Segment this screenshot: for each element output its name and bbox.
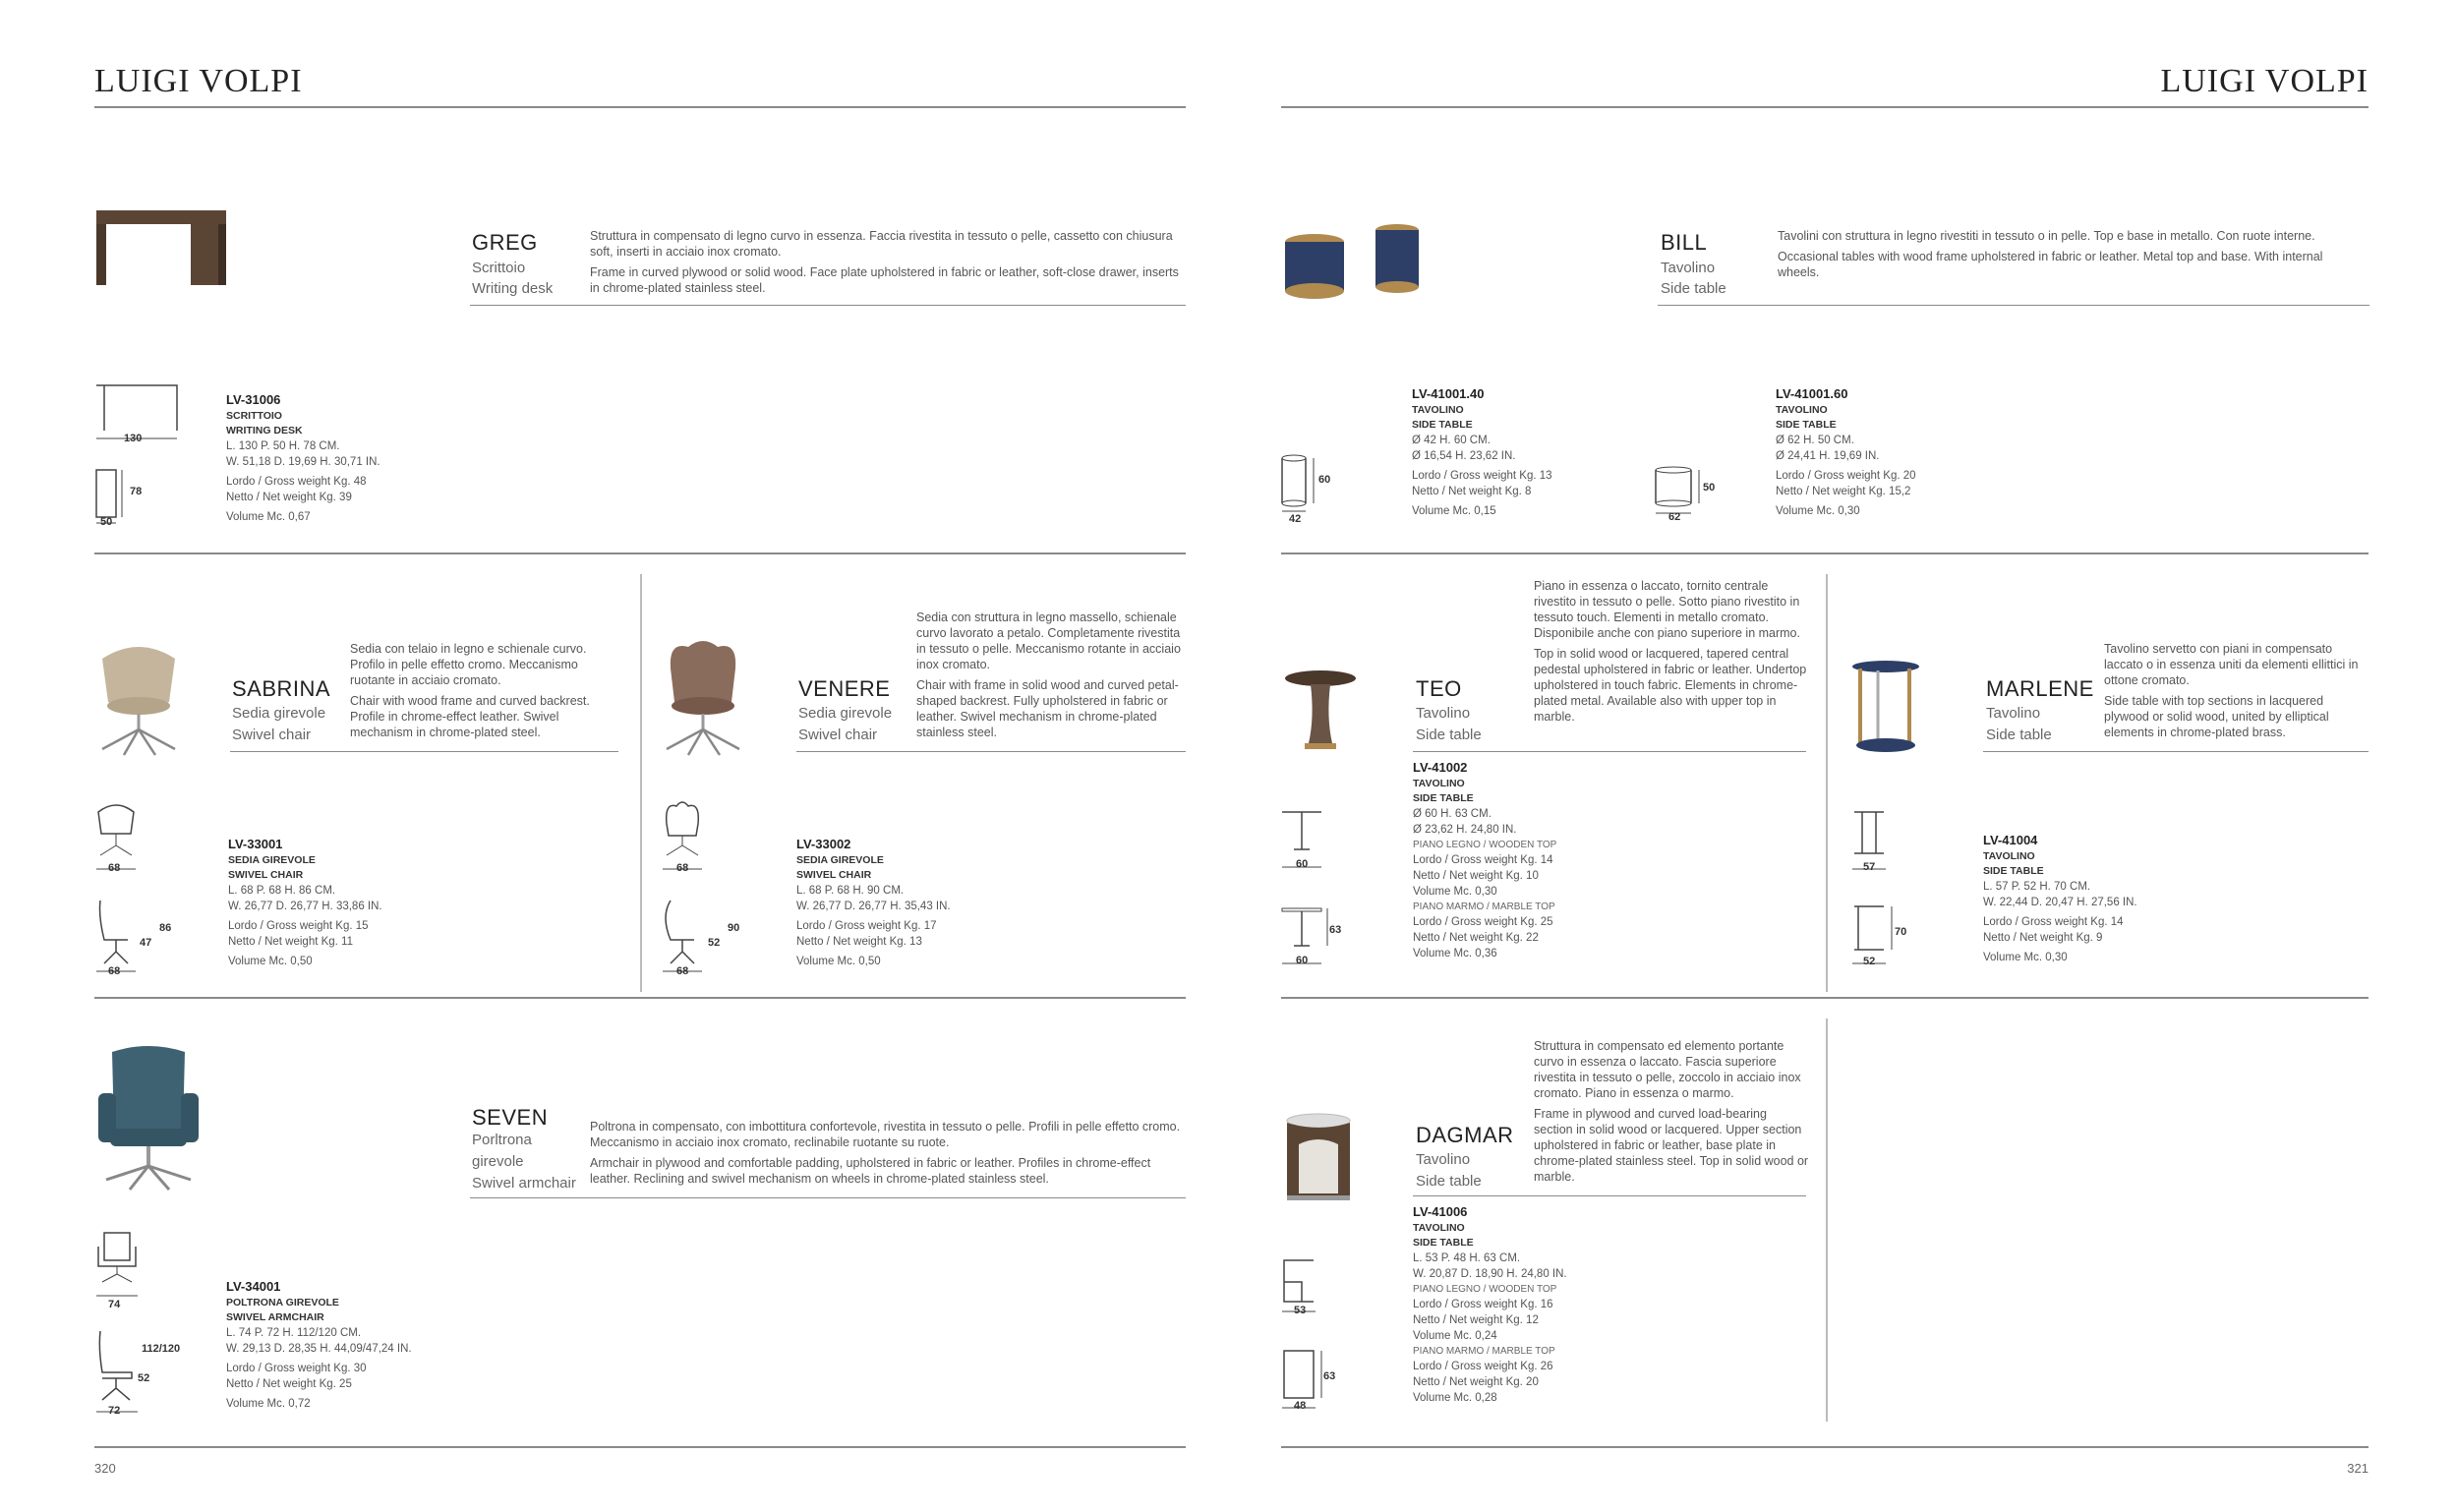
venere-desc-it: Sedia con struttura in legno massello, schienale curvo lavorato a petalo. Completamente rivestita in tessuto o pelle. Meccanismo rotante in acciaio inox cromato. — [916, 611, 1181, 671]
teo-dims-cm: Ø 60 H. 63 CM. — [1413, 808, 1492, 820]
teo-cat-en: SIDE TABLE — [1413, 792, 1474, 804]
brand-logo-right: LUIGI VOLPI — [2160, 63, 2369, 99]
bill-b-cat-it: TAVOLINO — [1776, 404, 1828, 416]
teo-cat-it: TAVOLINO — [1413, 778, 1465, 789]
venere-drawing — [661, 798, 720, 975]
dagmar-dims-cm: L. 53 P. 48 H. 63 CM. — [1413, 1252, 1521, 1264]
seven-dim-4: 72 — [108, 1405, 121, 1417]
dagmar-marble-volume: Volume Mc. 0,28 — [1413, 1392, 1497, 1404]
marlene-spec — [1983, 832, 2298, 965]
venere-dims-in: W. 26,77 D. 26,77 H. 35,43 IN. — [796, 901, 951, 912]
greg-dims-in: W. 51,18 D. 19,69 H. 30,71 IN. — [226, 456, 380, 468]
teo-dim-3: 60 — [1296, 955, 1309, 966]
venere-cat-it: SEDIA GIREVOLE — [796, 854, 884, 866]
dagmar-dims-in: W. 20,87 D. 18,90 H. 24,80 IN. — [1413, 1268, 1567, 1280]
teo-dim-1: 60 — [1296, 858, 1309, 870]
venere-net: Netto / Net weight Kg. 13 — [796, 936, 922, 948]
marlene-cat-en: SIDE TABLE — [1983, 865, 2044, 877]
bill-a-dims-cm: Ø 42 H. 60 CM. — [1412, 435, 1491, 446]
bill-b-net: Netto / Net weight Kg. 15,2 — [1776, 486, 1911, 497]
greg-desc-it: Struttura in compensato di legno curvo in essenza. Faccia rivestita in tessuto o pelle, cassetto con chiusura soft, inserti in acciaio inox cromato. — [590, 229, 1173, 259]
seven-rule — [470, 1197, 1186, 1198]
venere-dim-4: 68 — [676, 965, 689, 977]
bill-b-code: LV-41001.60 — [1776, 386, 1848, 401]
marlene-dim-2: 70 — [1895, 926, 1907, 938]
bill-b-volume: Volume Mc. 0,30 — [1776, 505, 1860, 517]
marlene-description — [2104, 641, 2369, 745]
venere-rule — [796, 751, 1186, 752]
marlene-cat-it: TAVOLINO — [1983, 850, 2035, 862]
dagmar-dim-1: 53 — [1294, 1305, 1307, 1316]
bill-type-it: Tavolino — [1661, 260, 1716, 276]
venere-type-en: Swivel chair — [798, 727, 878, 743]
bill-a-cat-it: TAVOLINO — [1412, 404, 1464, 416]
teo-wood-net: Netto / Net weight Kg. 10 — [1413, 870, 1539, 882]
sabrina-gross: Lordo / Gross weight Kg. 15 — [228, 920, 369, 932]
bill-b-cat-en: SIDE TABLE — [1776, 419, 1837, 431]
section-rule-1-right — [1281, 552, 2369, 554]
teo-marble-label: PIANO MARMO / MARBLE TOP — [1413, 901, 1555, 912]
greg-code: LV-31006 — [226, 392, 281, 407]
greg-type-it: Scrittoio — [472, 260, 526, 276]
sabrina-dim-1: 68 — [108, 862, 121, 874]
greg-rule — [470, 305, 1186, 306]
bill-a-dim-diameter: 42 — [1289, 513, 1302, 525]
bill-a-code: LV-41001.40 — [1412, 386, 1485, 401]
seven-dims-in: W. 29,13 D. 28,35 H. 44,09/47,24 IN. — [226, 1343, 412, 1355]
seven-volume: Volume Mc. 0,72 — [226, 1398, 311, 1410]
sabrina-desc-en: Chair with wood frame and curved backrest. Profile in chrome-effect leather. Swivel mechanism in chrome-plated steel. — [350, 694, 590, 739]
greg-volume: Volume Mc. 0,67 — [226, 511, 311, 523]
dagmar-marble-gross: Lordo / Gross weight Kg. 26 — [1413, 1361, 1553, 1372]
sabrina-rule — [230, 751, 618, 752]
sabrina-dims-in: W. 26,77 D. 26,77 H. 33,86 IN. — [228, 901, 382, 912]
teo-dim-2: 63 — [1329, 924, 1342, 936]
dagmar-type-en: Side table — [1416, 1173, 1482, 1190]
bill-a-dim-height: 60 — [1318, 474, 1331, 486]
greg-description — [590, 228, 1185, 301]
teo-type-it: Tavolino — [1416, 705, 1471, 722]
venere-dim-2: 90 — [728, 922, 740, 934]
marlene-desc-en: Side table with top sections in lacquered plywood or solid wood, united by elliptical elements in chrome-plated brass. — [2104, 694, 2329, 739]
seven-description — [590, 1119, 1190, 1192]
greg-type-en: Writing desk — [472, 280, 554, 297]
seven-drawing — [94, 1231, 173, 1418]
teo-name: TEO — [1416, 676, 1462, 701]
seven-dims-cm: L. 74 P. 72 H. 112/120 CM. — [226, 1327, 362, 1339]
venere-description — [916, 610, 1188, 745]
column-divider-right-bottom — [1826, 1018, 1828, 1422]
sabrina-dims-cm: L. 68 P. 68 H. 86 CM. — [228, 885, 336, 897]
seven-dim-2: 112/120 — [142, 1343, 181, 1355]
teo-wood-label: PIANO LEGNO / WOODEN TOP — [1413, 840, 1557, 850]
bill-name: BILL — [1661, 230, 1708, 255]
marlene-code: LV-41004 — [1983, 833, 2038, 847]
teo-desc-it: Piano in essenza o laccato, tornito centrale rivestito in tessuto o pelle. Sotto piano rivestito in tessuto touch. Elementi in metallo cromato. Disponibile anche con piano superiore in marmo. — [1534, 579, 1800, 640]
bill-a-gross: Lordo / Gross weight Kg. 13 — [1412, 470, 1552, 482]
section-rule-2-right — [1281, 997, 2369, 999]
venere-code: LV-33002 — [796, 837, 851, 851]
greg-dim-width: 130 — [124, 433, 143, 444]
dagmar-desc-it: Struttura in compensato ed elemento portante curvo in essenza o laccato. Fascia superiore rivestita in tessuto o pelle, zoccolo in acciaio inox cromato. Piano in essenza o marmo. — [1534, 1039, 1801, 1100]
bill-photo — [1283, 222, 1440, 301]
dagmar-type-it: Tavolino — [1416, 1151, 1471, 1168]
teo-rule — [1413, 751, 1806, 752]
dagmar-dim-2: 63 — [1323, 1370, 1336, 1382]
teo-spec — [1413, 759, 1708, 961]
bill-b-dim-diameter: 62 — [1668, 511, 1681, 523]
dagmar-name: DAGMAR — [1416, 1123, 1514, 1147]
bill-a-net: Netto / Net weight Kg. 8 — [1412, 486, 1532, 497]
marlene-volume: Volume Mc. 0,30 — [1983, 952, 2068, 963]
dagmar-dim-3: 48 — [1294, 1400, 1307, 1412]
section-rule-1-left — [94, 552, 1186, 554]
dagmar-marble-net: Netto / Net weight Kg. 20 — [1413, 1376, 1539, 1388]
venere-volume: Volume Mc. 0,50 — [796, 956, 881, 967]
greg-drawing — [94, 383, 183, 531]
sabrina-net: Netto / Net weight Kg. 11 — [228, 936, 353, 948]
dagmar-cat-it: TAVOLINO — [1413, 1222, 1465, 1234]
sabrina-dim-4: 68 — [108, 965, 121, 977]
column-divider-right — [1826, 574, 1828, 992]
marlene-dim-1: 57 — [1863, 861, 1876, 873]
teo-wood-gross: Lordo / Gross weight Kg. 14 — [1413, 854, 1553, 866]
teo-marble-net: Netto / Net weight Kg. 22 — [1413, 932, 1539, 944]
bill-b-spec — [1776, 385, 2071, 519]
marlene-type-it: Tavolino — [1986, 705, 2041, 722]
marlene-photo — [1848, 659, 1927, 757]
section-rule-2-left — [94, 997, 1186, 999]
dagmar-description — [1534, 1038, 1809, 1190]
teo-photo — [1281, 669, 1360, 757]
footer-rule-right — [1281, 1446, 2369, 1448]
brand-logo-left: LUIGI VOLPI — [94, 63, 303, 99]
marlene-dim-3: 52 — [1863, 956, 1876, 967]
venere-cat-en: SWIVEL CHAIR — [796, 869, 872, 881]
seven-cat-en: SWIVEL ARMCHAIR — [226, 1311, 324, 1323]
bill-type-en: Side table — [1661, 280, 1726, 297]
venere-photo — [659, 639, 747, 757]
sabrina-volume: Volume Mc. 0,50 — [228, 956, 313, 967]
seven-code: LV-34001 — [226, 1279, 281, 1294]
venere-spec — [796, 836, 1150, 969]
venere-dims-cm: L. 68 P. 68 H. 90 CM. — [796, 885, 905, 897]
dagmar-wood-net: Netto / Net weight Kg. 12 — [1413, 1314, 1539, 1326]
marlene-name: MARLENE — [1986, 676, 2094, 701]
venere-gross: Lordo / Gross weight Kg. 17 — [796, 920, 937, 932]
bill-a-cat-en: SIDE TABLE — [1412, 419, 1473, 431]
greg-net: Netto / Net weight Kg. 39 — [226, 492, 352, 503]
sabrina-cat-it: SEDIA GIREVOLE — [228, 854, 316, 866]
bill-b-gross: Lordo / Gross weight Kg. 20 — [1776, 470, 1916, 482]
sabrina-code: LV-33001 — [228, 837, 283, 851]
seven-dim-3: 52 — [138, 1372, 150, 1384]
footer-rule-left — [94, 1446, 1186, 1448]
venere-desc-en: Chair with frame in solid wood and curved petal-shaped backrest. Fully upholstered in fabric or leather. Swivel mechanism in chrome-plated stainless steel. — [916, 678, 1179, 739]
marlene-type-en: Side table — [1986, 727, 2052, 743]
teo-type-en: Side table — [1416, 727, 1482, 743]
bill-a-volume: Volume Mc. 0,15 — [1412, 505, 1496, 517]
bill-a-dims-in: Ø 16,54 H. 23,62 IN. — [1412, 450, 1516, 462]
bill-b-dims-in: Ø 24,41 H. 19,69 IN. — [1776, 450, 1880, 462]
seven-desc-it: Poltrona in compensato, con imbottitura confortevole, rivestita in tessuto o pelle. Profili in pelle effetto cromo. Meccanismo in acciaio inox cromato, reclinabile ruotante su ruote. — [590, 1120, 1181, 1149]
dagmar-wood-gross: Lordo / Gross weight Kg. 16 — [1413, 1299, 1553, 1310]
greg-dims-cm: L. 130 P. 50 H. 78 CM. — [226, 440, 340, 452]
dagmar-photo — [1281, 1111, 1360, 1209]
greg-cat-it: SCRITTOIO — [226, 410, 282, 422]
teo-code: LV-41002 — [1413, 760, 1468, 775]
marlene-net: Netto / Net weight Kg. 9 — [1983, 932, 2103, 944]
teo-drawing — [1280, 808, 1349, 975]
teo-marble-volume: Volume Mc. 0,36 — [1413, 948, 1497, 960]
sabrina-desc-it: Sedia con telaio in legno e schienale curvo. Profilo in pelle effetto cromo. Meccanismo ruotante in acciaio cromato. — [350, 642, 587, 687]
venere-dim-1: 68 — [676, 862, 689, 874]
seven-net: Netto / Net weight Kg. 25 — [226, 1378, 352, 1390]
seven-cat-it: POLTRONA GIREVOLE — [226, 1297, 339, 1308]
sabrina-description — [350, 641, 615, 745]
seven-gross: Lordo / Gross weight Kg. 30 — [226, 1363, 367, 1374]
sabrina-type-it: Sedia girevole — [232, 705, 326, 722]
teo-wood-volume: Volume Mc. 0,30 — [1413, 886, 1497, 898]
dagmar-wood-label: PIANO LEGNO / WOODEN TOP — [1413, 1284, 1557, 1295]
seven-name: SEVEN — [472, 1105, 549, 1130]
dagmar-desc-en: Frame in plywood and curved load-bearing section in solid wood or lacquered. Upper section upholstered in fabric or leather, base plate in chrome-plated stainless steel. Top in solid wood or marble. — [1534, 1107, 1809, 1184]
marlene-desc-it: Tavolino servetto con piani in compensato laccato o in essenza uniti da elementi ellittici in ottone cromato. — [2104, 642, 2359, 687]
marlene-gross: Lordo / Gross weight Kg. 14 — [1983, 916, 2124, 928]
venere-dim-3: 52 — [708, 937, 721, 949]
column-divider-left — [640, 574, 642, 992]
greg-desc-en: Frame in curved plywood or solid wood. Face plate upholstered in fabric or leather, soft-close drawer, inserts in chrome-plated stainless steel. — [590, 265, 1179, 295]
greg-spec — [226, 391, 619, 525]
teo-dims-in: Ø 23,62 H. 24,80 IN. — [1413, 824, 1517, 836]
page-number-right: 321 — [2347, 1461, 2369, 1476]
venere-name: VENERE — [798, 676, 891, 701]
sabrina-type-en: Swivel chair — [232, 727, 312, 743]
dagmar-rule — [1413, 1195, 1806, 1196]
marlene-dims-in: W. 22,44 D. 20,47 H. 27,56 IN. — [1983, 897, 2137, 908]
marlene-drawing — [1850, 808, 1919, 975]
bill-b-dims-cm: Ø 62 H. 50 CM. — [1776, 435, 1854, 446]
sabrina-name: SABRINA — [232, 676, 331, 701]
greg-gross: Lordo / Gross weight Kg. 48 — [226, 476, 367, 488]
teo-marble-gross: Lordo / Gross weight Kg. 25 — [1413, 916, 1553, 928]
dagmar-cat-en: SIDE TABLE — [1413, 1237, 1474, 1249]
sabrina-dim-3: 47 — [140, 937, 152, 949]
bill-b-drawing — [1654, 466, 1723, 525]
greg-dim-depth: 50 — [100, 516, 113, 528]
dagmar-wood-volume: Volume Mc. 0,24 — [1413, 1330, 1497, 1342]
sabrina-spec — [228, 836, 582, 969]
sabrina-drawing — [94, 798, 153, 975]
sabrina-cat-en: SWIVEL CHAIR — [228, 869, 304, 881]
dagmar-drawing — [1280, 1256, 1349, 1424]
page-number-left: 320 — [94, 1461, 116, 1476]
bill-desc-en: Occasional tables with wood frame upholstered in fabric or leather. Metal top and base. With internal wheels. — [1778, 250, 2323, 279]
teo-desc-en: Top in solid wood or lacquered, tapered central pedestal upholstered in fabric or leather. Undertop upholstered in touch fabric. Elements in chrome-plated metal. Available also with upper top in marble. — [1534, 647, 1807, 724]
header-rule-right — [1281, 106, 2369, 108]
bill-desc-it: Tavolini con struttura in legno rivestiti in tessuto o in pelle. Top e base in metallo. Con ruote interne. — [1778, 229, 2315, 243]
seven-photo — [94, 1044, 203, 1192]
dagmar-code: LV-41006 — [1413, 1204, 1468, 1219]
sabrina-dim-2: 86 — [159, 922, 172, 934]
bill-b-dim-height: 50 — [1703, 482, 1716, 494]
venere-type-it: Sedia girevole — [798, 705, 893, 722]
greg-dim-height: 78 — [130, 486, 143, 497]
dagmar-spec — [1413, 1203, 1727, 1406]
seven-dim-1: 74 — [108, 1299, 121, 1310]
marlene-rule — [1983, 751, 2369, 752]
bill-rule — [1658, 305, 2369, 306]
teo-description — [1534, 578, 1809, 729]
bill-description — [1778, 228, 2368, 285]
greg-cat-en: WRITING DESK — [226, 425, 303, 436]
seven-desc-en: Armchair in plywood and comfortable padding, upholstered in fabric or leather. Profiles in chrome-effect leather. Reclining and swivel mechanism on wheels in chrome-plated stainless steel. — [590, 1156, 1151, 1186]
seven-spec — [226, 1278, 639, 1412]
greg-photo — [94, 206, 232, 285]
sabrina-photo — [94, 639, 183, 757]
seven-type-en: Swivel armchair — [472, 1175, 576, 1192]
dagmar-marble-label: PIANO MARMO / MARBLE TOP — [1413, 1346, 1555, 1357]
greg-name: GREG — [472, 230, 538, 255]
marlene-dims-cm: L. 57 P. 52 H. 70 CM. — [1983, 881, 2091, 893]
header-rule-left — [94, 106, 1186, 108]
seven-type-it-1: Porltrona — [472, 1132, 532, 1148]
seven-type-it-2: girevole — [472, 1153, 524, 1170]
